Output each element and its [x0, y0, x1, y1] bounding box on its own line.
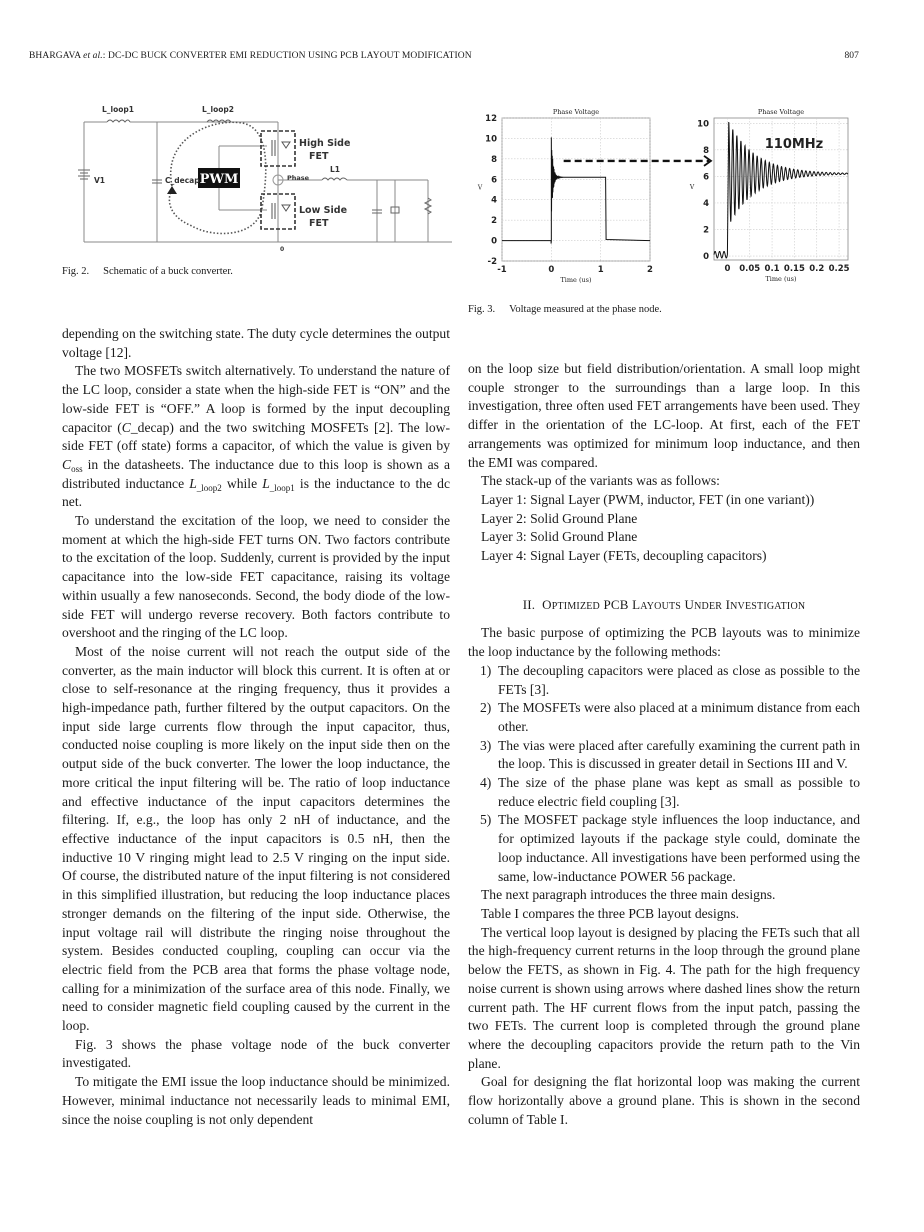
- paragraph: To mitigate the EMI issue the loop inductance should be minimized. However, minimal inductance not necessarily leads to minimal EMI, since the noise coupling is not only dependent: [62, 1074, 450, 1127]
- svg-text:FET: FET: [309, 218, 329, 229]
- y-tick-label: 2: [491, 216, 497, 227]
- svg-text:FET: FET: [309, 151, 329, 162]
- method-item: 1) The decoupling capacitors were placed as close as possible to the FETs [3].: [480, 662, 860, 697]
- plot-area: [502, 118, 650, 261]
- svg-text:L_loop2: L_loop2: [202, 105, 234, 114]
- x-tick-label: 1: [597, 265, 604, 275]
- svg-text:PWM: PWM: [199, 172, 239, 187]
- x-tick-label: -1: [497, 265, 507, 275]
- loop-arrow-icon: [167, 186, 177, 194]
- figure-2-caption: Fig. 2. Schematic of a buck converter.: [62, 266, 233, 277]
- y-axis-label: V: [689, 184, 695, 191]
- chart-title: Phase Voltage: [552, 108, 600, 116]
- y-tick-label: 2: [703, 225, 709, 236]
- section-heading: II. OPTIMIZED PCB LAYOUTS UNDER INVESTIGATION: [522, 596, 806, 612]
- x-tick-label: 0.1: [764, 264, 780, 274]
- method-item: 3) The vias were placed after carefully examining the current path in the loop. This is discussed in greater detail in Sections III and V.: [480, 737, 860, 772]
- y-tick-label: 12: [485, 114, 497, 124]
- y-tick-label: 8: [703, 145, 709, 156]
- stackup-layer: Layer 4: Signal Layer (FETs, decoupling capacitors): [481, 548, 767, 564]
- paragraph: Fig. 3 shows the phase voltage node of the buck converter investigated.: [62, 1036, 450, 1071]
- stackup-intro: The stack-up of the variants was as follows:: [481, 473, 720, 489]
- x-tick-label: 0.05: [739, 264, 761, 274]
- running-title: BHARGAVA et al.: DC-DC BUCK CONVERTER EMI REDUCTION USING PCB LAYOUT MODIFICATION: [29, 51, 472, 61]
- figure-2-schematic: [62, 98, 452, 258]
- stackup-layer: Layer 2: Solid Ground Plane: [481, 510, 638, 526]
- figure-3-charts: [462, 98, 862, 288]
- y-tick-label: 4: [491, 195, 497, 206]
- y-tick-label: 8: [491, 154, 497, 165]
- svg-text:0: 0: [280, 246, 285, 253]
- x-tick-label: 0.2: [809, 264, 825, 274]
- x-axis-label: Time (us): [560, 276, 592, 284]
- paragraph: Table I compares the three PCB layout designs.: [481, 905, 740, 921]
- paragraph: The basic purpose of optimizing the PCB layouts was to minimize the loop inductance by the following methods:: [468, 625, 860, 660]
- x-tick-label: 0.15: [783, 264, 805, 274]
- paragraph: To understand the excitation of the loop, we need to consider the moment at which the high-side FET turns ON. Two factors contribute to the excitation of the loop. Suddenly, current is provided by the input capacitance into the low-side FET capacitance, raising its voltage within usually a few nanoseconds. Second, the body diode of the low-side FET will undergo reverse recovery. Both factors contribute to overshoot and the ringing of the LC loop.: [62, 513, 450, 641]
- x-axis-label: Time (us): [765, 275, 797, 283]
- frequency-annotation: 110MHz: [764, 137, 824, 152]
- svg-text:L_loop1: L_loop1: [102, 105, 134, 114]
- y-tick-label: 6: [703, 172, 709, 183]
- y-tick-label: 10: [485, 134, 497, 145]
- y-tick-label: 6: [491, 175, 497, 186]
- y-tick-label: 0: [491, 236, 497, 247]
- y-axis-label: V: [477, 184, 483, 192]
- paragraph: The next paragraph introduces the three main designs.: [481, 887, 776, 903]
- page-number: 807: [844, 51, 859, 61]
- x-tick-label: 0.25: [828, 264, 850, 274]
- x-tick-label: 0: [724, 264, 731, 274]
- y-tick-label: 10: [697, 119, 709, 130]
- stackup-layer: Layer 1: Signal Layer (PWM, inductor, FET (in one variant)): [481, 491, 815, 507]
- svg-text:L1: L1: [330, 165, 340, 174]
- paragraph: The two MOSFETs switch alternatively. To understand the nature of the LC loop, consider a state when the high-side FET is “ON” and the low-side FET is “OFF.” A loop is formed by the input decoupling capacitor (C_decap) and the two switching MOSFETs [2]. The low-side FET (off state) forms a capacitor, of which the value is given by $C_{oss}$ in the datasheets. The inductance due to this loop is shown as a distributed inductance $L_{\_loop2}$ while $L_{\_loop1}$ is the inductance to the dc net.: [62, 363, 451, 510]
- svg-text:High Side: High Side: [299, 138, 351, 149]
- x-tick-label: 0: [548, 265, 555, 275]
- y-tick-label: -2: [487, 257, 497, 267]
- y-tick-label: 4: [703, 198, 709, 209]
- running-header: [29, 51, 859, 61]
- paragraph: Goal for designing the flat horizontal loop was making the current flow horizontally above a ground plane. This is shown in the second column of Table I.: [468, 1074, 860, 1127]
- paragraph: The vertical loop layout is designed by placing the FETs such that all the high-frequency current returns in the loop through the ground plane below the FETS, as shown in Fig. 4. The path for the high frequency noise current is shown using arrows where dashed lines show the return current path. The HF current flows from the input patch, passing the two FETs. The current loop is completed through the ground plane where the decoupling capacitors provide the return path to the Vin plane.: [468, 924, 860, 1071]
- svg-text:C_decap: C_decap: [165, 176, 200, 185]
- y-tick-label: 0: [703, 252, 709, 263]
- svg-text:Low Side: Low Side: [299, 205, 348, 216]
- x-tick-label: 2: [647, 265, 653, 275]
- figure-3-caption: Fig. 3. Voltage measured at the phase node.: [468, 304, 662, 315]
- svg-text:V1: V1: [94, 176, 106, 185]
- method-item: 5) The MOSFET package style influences the loop inductance, and for optimized layouts if the package style could, dominate the loop inductance. All investigations have been performed using the same, low-inductance POWER 56 package.: [480, 812, 860, 884]
- paragraph: depending on the switching state. The duty cycle determines the output voltage [12].: [62, 326, 450, 360]
- left-column: [62, 325, 450, 1129]
- chart-title: Phase Voltage: [757, 108, 805, 116]
- method-item: 4) The size of the phase plane was kept as small as possible to reduce electric field coupling [3].: [480, 775, 860, 809]
- right-column: [468, 360, 860, 1129]
- stackup-layer: Layer 3: Solid Ground Plane: [481, 529, 638, 545]
- svg-text:Phase: Phase: [287, 174, 310, 182]
- paragraph: Most of the noise current will not reach the output side of the converter, as the main inductor will block this current. It is often at or close to self-resonance at the ringing frequency, thus it provides a high-impedance path, further filtered by the output capacitors. On the input side large currents flow through the input capacitor, thus, conducted noise coupling is more likely on the input side then on the output side of the buck converter. The lower the loop inductance, the more critical the input filtering will be. The ratio of loop inductance and effective inductance of the input capacitors determines the filtering. If, e.g., the loop has only 2 nH of inductance, and the effective inductance of the input capacitors is 0.5 nH, then the inductive 10 V ringing might lead to 2.5 V ringing on the input side. Of course, the distributed nature of the input filtering is not considered in this simplified illustration, but reducing the loop inductance places stronger demands on the filtering of the input side. Otherwise, the input voltage rail will distribute the ringing noise throughout the system. Besides conducted coupling, coupling can occur via the electric field from the PCB area that forms the phase voltage node, calling for a minimization of the surface area of this node. Finally, we need to consider magnetic field coupling caused by the current in the loop.: [62, 643, 450, 1034]
- paragraph: on the loop size but field distribution/orientation. A small loop might couple stronger to the surroundings than a large loop. In this investigation, three often used FET arrangements have been used. They differ in the orientation of the LC-loop. At first, each of the FET arrangements was optimized for minimum loop inductance, and then the EMI was compared.: [468, 361, 860, 470]
- method-item: 2) The MOSFETs were also placed at a minimum distance from each other.: [480, 700, 860, 734]
